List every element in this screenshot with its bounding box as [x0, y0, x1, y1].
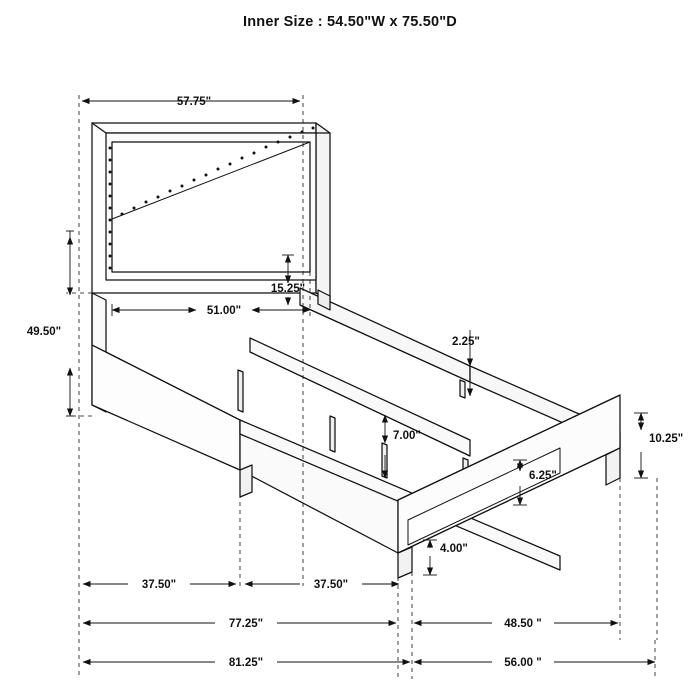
- dim-label-footboard-height: 10.25": [649, 433, 684, 445]
- dim-label-overall-length: 81.25": [228, 657, 264, 669]
- dim-label-overall-width: 56.00 ": [504, 657, 542, 669]
- dim-label-left-span: 37.50": [141, 579, 177, 591]
- dim-label-front-width: 48.50 ": [504, 618, 542, 630]
- bed-outline: [92, 123, 620, 578]
- dim-label-headboard-panel-width: 51.00": [206, 305, 242, 317]
- dim-label-leg-height: 4.00": [440, 543, 468, 555]
- dim-label-rail-thickness: 2.25": [452, 336, 480, 348]
- dim-label-slat-height: 7.00": [393, 430, 421, 442]
- page-title: Inner Size : 54.50"W x 75.50"D: [243, 14, 457, 30]
- dim-label-right-span: 37.50": [313, 579, 349, 591]
- dim-label-headboard-panel-height: 15.25": [270, 283, 306, 295]
- dim-label-headboard-width: 57.75": [176, 96, 212, 108]
- dim-label-overall-height: 49.50": [26, 326, 62, 338]
- dim-label-rail-height: 6.25": [529, 470, 557, 482]
- dim-label-side-length: 77.25": [228, 618, 264, 630]
